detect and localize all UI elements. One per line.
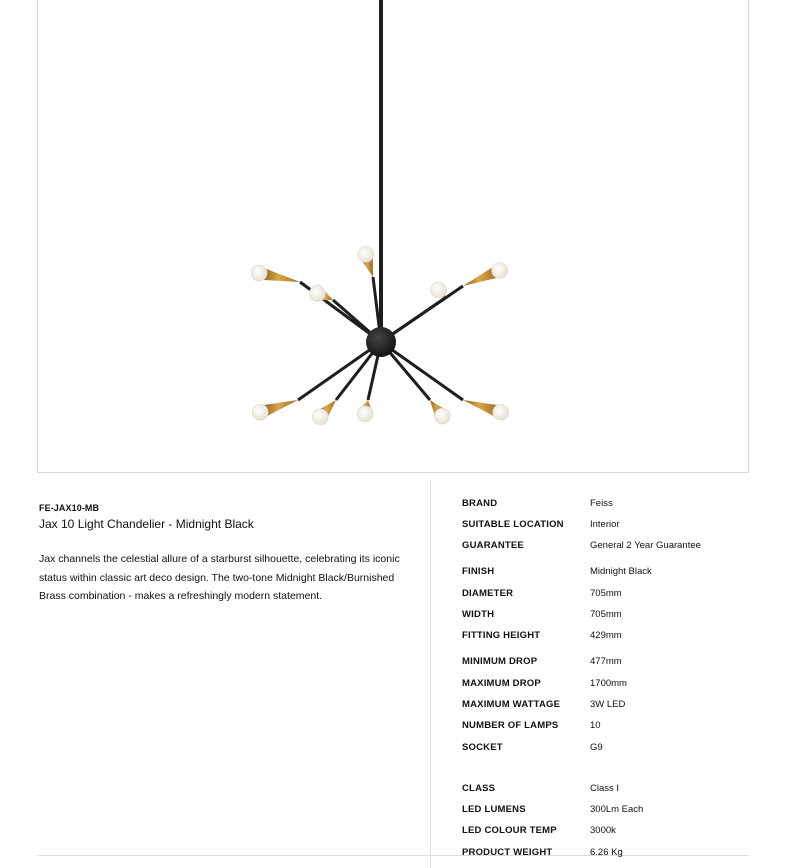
product-code: FE-JAX10-MB [39, 503, 100, 513]
spec-label-diameter: DIAMETER [462, 588, 514, 599]
spec-label-maximum-drop: MAXIMUM DROP [462, 678, 541, 689]
spec-label-fitting-height: FITTING HEIGHT [462, 630, 541, 641]
spec-value-brand: Feiss [590, 498, 613, 509]
spec-label-led-lumens: LED LUMENS [462, 804, 526, 815]
spec-label-maximum-wattage: MAXIMUM WATTAGE [462, 699, 561, 710]
bottom-divider [37, 855, 749, 856]
chandelier-illustration [38, 0, 750, 473]
spec-label-width: WIDTH [462, 609, 495, 620]
light-bulb [434, 408, 450, 424]
spec-value-maximum-drop: 1700mm [590, 678, 627, 689]
product-image [37, 0, 749, 473]
spec-value-width: 705mm [590, 609, 622, 620]
spec-value-led-colour-temp: 3000k [590, 825, 616, 836]
light-bulb [252, 404, 268, 420]
spec-value-number-of-lamps: 10 [590, 720, 601, 731]
light-bulb [492, 262, 508, 278]
spec-label-product-weight: PRODUCT WEIGHT [462, 847, 553, 858]
chandelier-hub [366, 327, 396, 357]
spec-value-diameter: 705mm [590, 588, 622, 599]
spec-value-led-lumens: 300Lm Each [590, 804, 644, 815]
spec-label-suitable-location: SUITABLE LOCATION [462, 519, 564, 530]
product-description: Jax channels the celestial allure of a starburst silhouette, celebrating its iconic status within classic art deco design. The two-tone Midnight Black/Burnished Brass combination - makes a refreshingly modern statement. [39, 553, 400, 602]
spec-value-class: Class I [590, 783, 620, 794]
spec-label-finish: FINISH [462, 566, 495, 577]
brass-shade [262, 268, 300, 282]
light-bulb [431, 282, 447, 298]
spec-value-maximum-wattage: 3W LED [590, 699, 626, 710]
light-bulb [357, 406, 373, 422]
spec-label-guarantee: GUARANTEE [462, 540, 524, 551]
spec-label-minimum-drop: MINIMUM DROP [462, 656, 538, 667]
spec-label-class: CLASS [462, 783, 496, 794]
spec-label-socket: SOCKET [462, 742, 503, 753]
spec-value-fitting-height: 429mm [590, 630, 622, 641]
light-bulb [493, 404, 509, 420]
spec-value-minimum-drop: 477mm [590, 656, 622, 667]
light-bulb [251, 265, 267, 281]
light-bulb [309, 285, 325, 301]
spec-value-suitable-location: Interior [590, 519, 620, 530]
column-divider [430, 480, 431, 868]
spec-value-socket: G9 [590, 742, 603, 753]
spec-value-finish: Midnight Black [590, 566, 652, 577]
spec-value-guarantee: General 2 Year Guarantee [590, 540, 701, 551]
spec-value-product-weight: 6.26 Kg [590, 847, 623, 858]
light-bulb [312, 409, 328, 425]
spec-label-number-of-lamps: NUMBER OF LAMPS [462, 720, 559, 731]
spec-label-led-colour-temp: LED COLOUR TEMP [462, 825, 557, 836]
spec-label-brand: BRAND [462, 498, 498, 509]
product-name: Jax 10 Light Chandelier - Midnight Black [39, 517, 254, 531]
light-bulb [358, 246, 374, 262]
